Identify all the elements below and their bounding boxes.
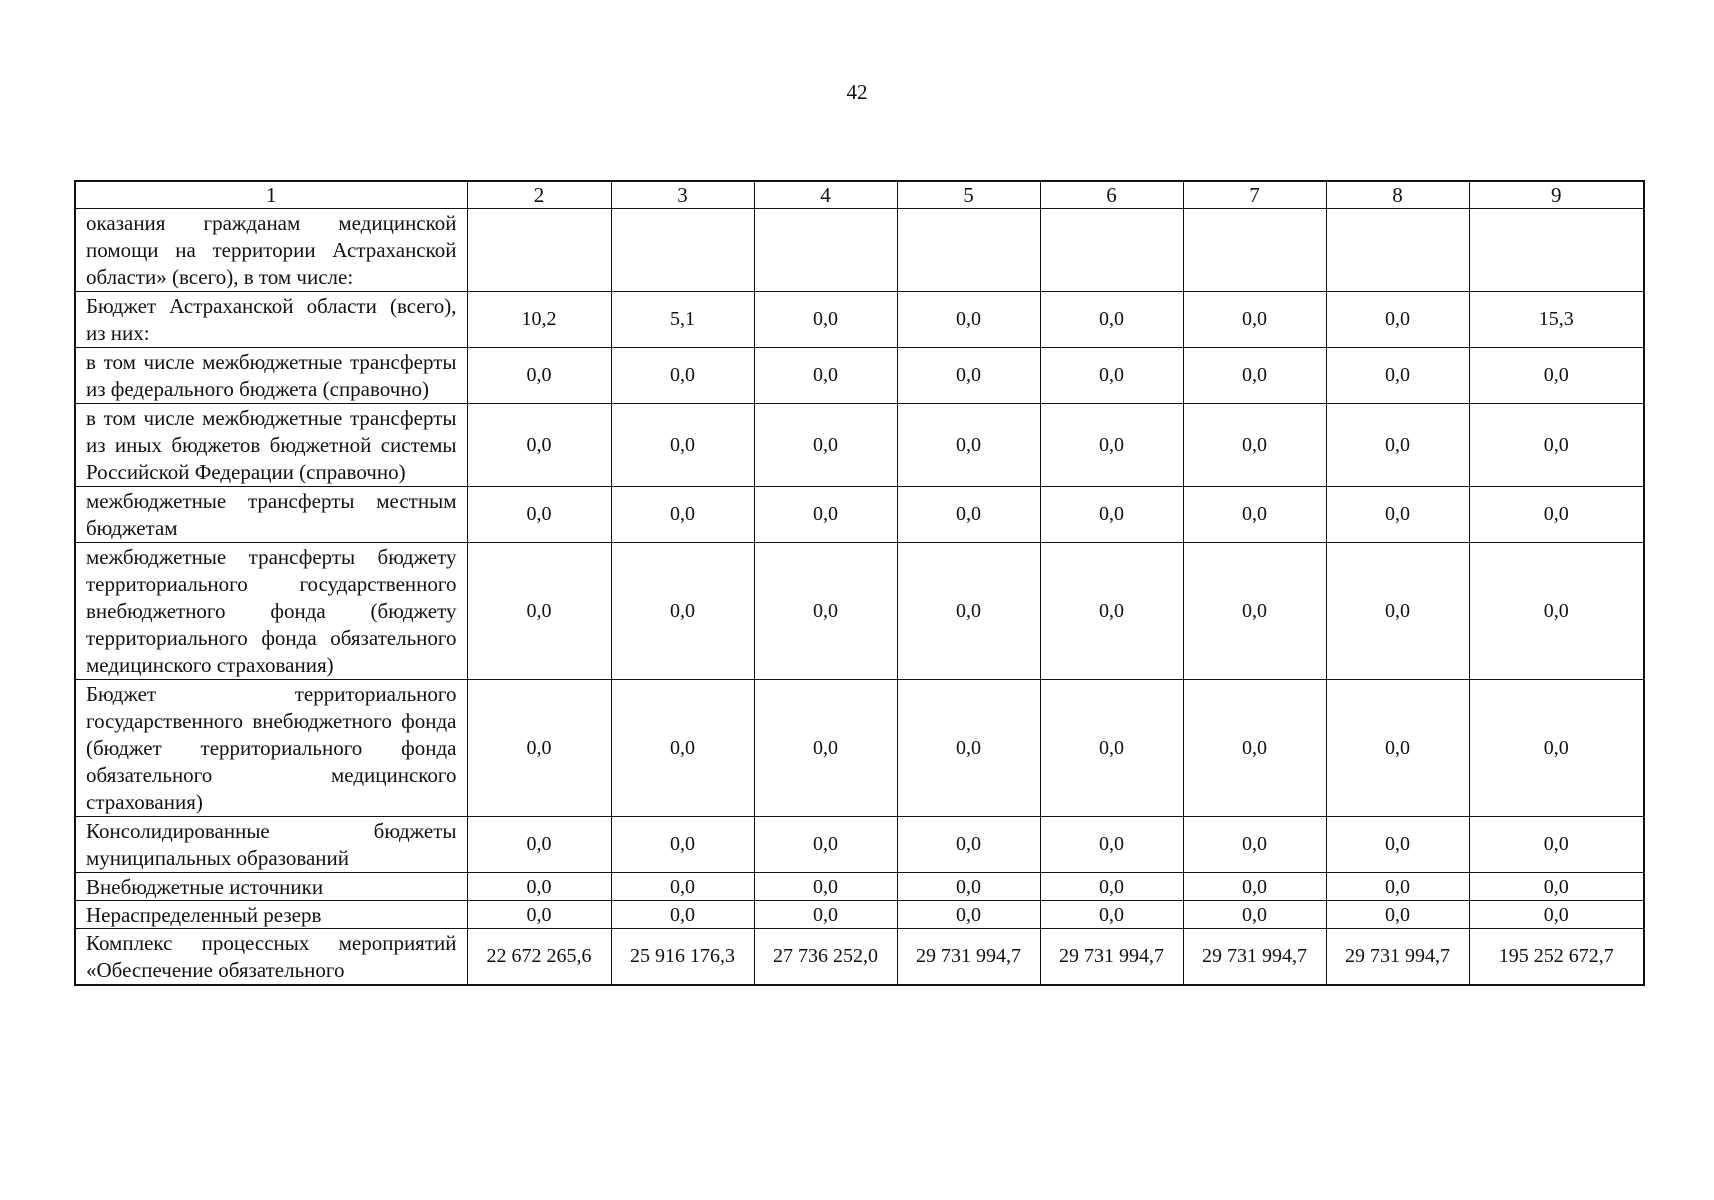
table-cell: 0,0 xyxy=(1326,873,1469,901)
table-cell: 0,0 xyxy=(1183,543,1326,680)
table-cell: 0,0 xyxy=(1040,487,1183,543)
table-cell: 0,0 xyxy=(1326,901,1469,929)
table-cell: 0,0 xyxy=(754,543,897,680)
table-cell xyxy=(897,209,1040,292)
table-cell: 0,0 xyxy=(754,292,897,348)
page-number: 42 xyxy=(846,80,868,104)
table-row xyxy=(75,817,1644,873)
table-cell: 0,0 xyxy=(1183,817,1326,873)
table-cell: 0,0 xyxy=(1469,680,1644,817)
table-cell: 0,0 xyxy=(754,404,897,487)
row-label: Консолидированные бюджеты муниципальных образований xyxy=(75,817,467,873)
table-cell: 27 736 252,0 xyxy=(754,929,897,986)
column-header: 7 xyxy=(1183,181,1326,209)
table-cell: 0,0 xyxy=(1040,901,1183,929)
table-cell: 0,0 xyxy=(467,404,611,487)
column-header: 4 xyxy=(754,181,897,209)
table-row xyxy=(75,929,1644,986)
table-cell: 0,0 xyxy=(1040,543,1183,680)
header-row xyxy=(75,181,1644,209)
table-cell: 0,0 xyxy=(1326,817,1469,873)
table-cell: 0,0 xyxy=(1326,680,1469,817)
table-cell: 29 731 994,7 xyxy=(897,929,1040,986)
column-header: 5 xyxy=(897,181,1040,209)
table-cell: 0,0 xyxy=(897,543,1040,680)
table-cell: 0,0 xyxy=(897,348,1040,404)
table-cell: 29 731 994,7 xyxy=(1183,929,1326,986)
row-label: в том числе межбюджетные трансферты из федерального бюджета (справочно) xyxy=(75,348,467,404)
table-cell: 0,0 xyxy=(467,487,611,543)
table-row xyxy=(75,901,1644,929)
table-cell xyxy=(611,209,754,292)
table-cell: 0,0 xyxy=(1326,543,1469,680)
column-header: 6 xyxy=(1040,181,1183,209)
table-cell: 0,0 xyxy=(611,817,754,873)
table-cell: 0,0 xyxy=(1040,873,1183,901)
table-row xyxy=(75,209,1644,292)
table-cell: 0,0 xyxy=(1469,817,1644,873)
table-cell: 0,0 xyxy=(1040,348,1183,404)
table-cell: 0,0 xyxy=(897,487,1040,543)
table-cell: 25 916 176,3 xyxy=(611,929,754,986)
table-cell: 10,2 xyxy=(467,292,611,348)
column-header: 3 xyxy=(611,181,754,209)
row-label: Комплекс процессных мероприятий «Обеспечение обязательного xyxy=(75,929,467,986)
table-cell: 0,0 xyxy=(754,487,897,543)
table-cell: 0,0 xyxy=(1326,348,1469,404)
table-cell xyxy=(467,209,611,292)
table-cell: 0,0 xyxy=(467,873,611,901)
table-cell xyxy=(754,209,897,292)
table-cell: 0,0 xyxy=(1326,292,1469,348)
table-cell: 29 731 994,7 xyxy=(1040,929,1183,986)
table-cell: 0,0 xyxy=(1183,404,1326,487)
column-header: 9 xyxy=(1469,181,1644,209)
table-cell: 0,0 xyxy=(1469,404,1644,487)
table-row xyxy=(75,680,1644,817)
table-cell: 0,0 xyxy=(1183,901,1326,929)
table-row xyxy=(75,404,1644,487)
table-cell: 15,3 xyxy=(1469,292,1644,348)
table-cell: 0,0 xyxy=(611,680,754,817)
table-cell: 0,0 xyxy=(1183,873,1326,901)
table-cell: 0,0 xyxy=(611,404,754,487)
table-cell: 0,0 xyxy=(467,901,611,929)
table-cell: 0,0 xyxy=(611,543,754,680)
table-cell: 22 672 265,6 xyxy=(467,929,611,986)
table-cell: 0,0 xyxy=(754,817,897,873)
row-label: оказания гражданам медицинской помощи на территории Астраханской области» (всего), в том числе: xyxy=(75,209,467,292)
table-cell: 0,0 xyxy=(1183,487,1326,543)
column-header: 1 xyxy=(75,181,467,209)
row-label: межбюджетные трансферты местным бюджетам xyxy=(75,487,467,543)
table-cell: 0,0 xyxy=(1469,873,1644,901)
table-row xyxy=(75,543,1644,680)
table-cell: 0,0 xyxy=(1469,901,1644,929)
column-header: 8 xyxy=(1326,181,1469,209)
table-cell xyxy=(1326,209,1469,292)
table-cell: 0,0 xyxy=(1326,404,1469,487)
column-header: 2 xyxy=(467,181,611,209)
table-cell: 0,0 xyxy=(1183,292,1326,348)
table-cell: 0,0 xyxy=(1469,348,1644,404)
row-label: межбюджетные трансферты бюджету территориального государственного внебюджетного фонда (бюджету территориального фонда обязательного медицинского страхования) xyxy=(75,543,467,680)
table-row xyxy=(75,348,1644,404)
table-cell: 0,0 xyxy=(611,487,754,543)
table-cell: 0,0 xyxy=(1040,292,1183,348)
budget-table xyxy=(74,180,1645,986)
table-cell: 0,0 xyxy=(1326,487,1469,543)
table-cell: 0,0 xyxy=(754,348,897,404)
table-cell: 29 731 994,7 xyxy=(1326,929,1469,986)
table-cell xyxy=(1183,209,1326,292)
table-cell: 0,0 xyxy=(1040,404,1183,487)
table-cell: 0,0 xyxy=(611,901,754,929)
table-cell: 0,0 xyxy=(467,543,611,680)
table-cell: 0,0 xyxy=(611,348,754,404)
row-label: в том числе межбюджетные трансферты из иных бюджетов бюджетной системы Российской Федерации (справочно) xyxy=(75,404,467,487)
table-cell: 195 252 672,7 xyxy=(1469,929,1644,986)
row-label: Бюджет Астраханской области (всего), из них: xyxy=(75,292,467,348)
table-cell: 0,0 xyxy=(897,873,1040,901)
table-cell: 0,0 xyxy=(897,404,1040,487)
table-row xyxy=(75,292,1644,348)
table-cell: 0,0 xyxy=(1040,817,1183,873)
row-label: Нераспределенный резерв xyxy=(75,901,467,929)
table-row xyxy=(75,487,1644,543)
table-cell: 0,0 xyxy=(467,680,611,817)
table-cell: 0,0 xyxy=(897,817,1040,873)
table-cell: 0,0 xyxy=(754,873,897,901)
table-cell xyxy=(1040,209,1183,292)
row-label: Внебюджетные источники xyxy=(75,873,467,901)
table-cell: 0,0 xyxy=(1183,680,1326,817)
table-cell: 0,0 xyxy=(1040,680,1183,817)
table-cell: 0,0 xyxy=(1183,348,1326,404)
table-cell: 5,1 xyxy=(611,292,754,348)
table-cell: 0,0 xyxy=(897,292,1040,348)
table-cell: 0,0 xyxy=(611,873,754,901)
table-cell: 0,0 xyxy=(897,680,1040,817)
table-cell: 0,0 xyxy=(754,901,897,929)
row-label: Бюджет территориального государственного внебюджетного фонда (бюджет территориального фонда обязательного медицинского страхования) xyxy=(75,680,467,817)
table-cell: 0,0 xyxy=(1469,543,1644,680)
table-row xyxy=(75,873,1644,901)
table-cell: 0,0 xyxy=(467,348,611,404)
table-cell xyxy=(1469,209,1644,292)
table-cell: 0,0 xyxy=(467,817,611,873)
table-cell: 0,0 xyxy=(897,901,1040,929)
table-cell: 0,0 xyxy=(754,680,897,817)
table-cell: 0,0 xyxy=(1469,487,1644,543)
